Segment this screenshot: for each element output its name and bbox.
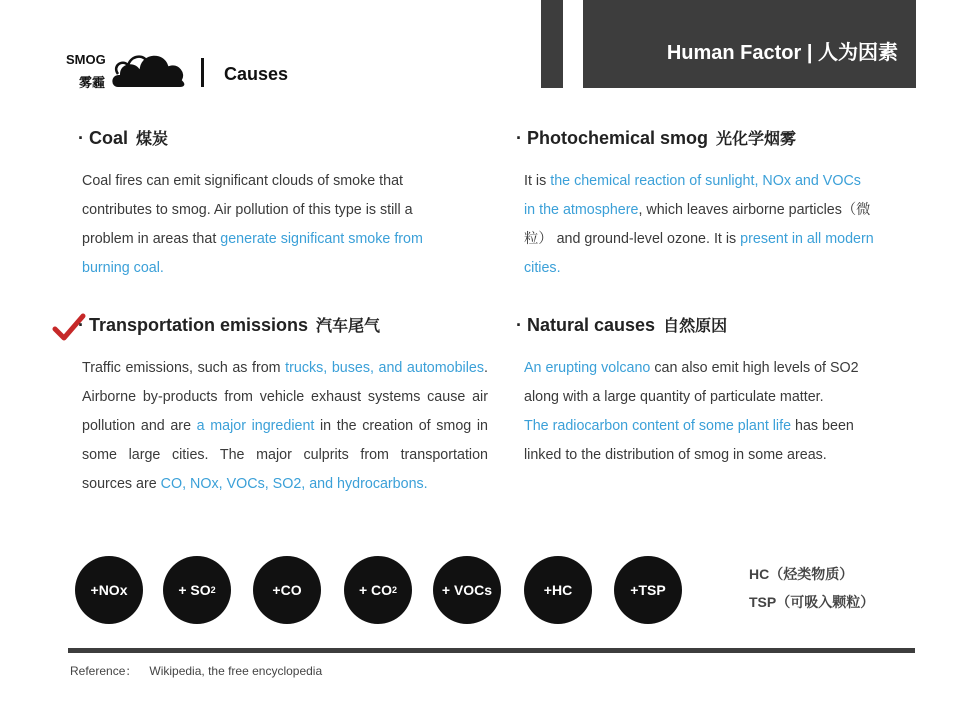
title-divider — [201, 58, 204, 87]
page-title: Human Factor | 人为因素 — [666, 42, 898, 64]
natural-section — [516, 313, 876, 470]
abbreviation-notes — [749, 560, 874, 616]
logo-text-cn: 雾霾 — [79, 75, 106, 90]
pollutant-tsp: +TSP — [614, 556, 682, 624]
transportation-text-highlight: a major ingredient — [196, 418, 315, 434]
transportation-text — [78, 354, 488, 499]
transportation-text-highlight: CO, NOx, VOCs, SO2, and hydrocarbons. — [160, 476, 428, 492]
natural-text-highlight: An erupting volcano — [524, 360, 651, 376]
coal-text-part: Coal fires can emit significant clouds of smoke that contributes to smog. Air pollution of this type is still a problem in areas that — [82, 173, 413, 247]
natural-text-1 — [516, 354, 876, 412]
reference-source: Wikipedia, the free encyclopedia — [149, 664, 323, 678]
pollutant-co2 — [344, 556, 412, 624]
transportation-text-highlight: trucks, buses, and automobiles — [285, 360, 485, 376]
pollutant-nox: +NOx — [75, 556, 143, 624]
coal-heading — [78, 126, 458, 149]
logo-text-en: SMOG — [66, 52, 106, 67]
photochemical-heading-cn: 光化学烟雾 — [716, 131, 797, 148]
photochemical-text-highlight: present in all modern cities. — [524, 231, 874, 276]
natural-text-2 — [516, 412, 876, 470]
transportation-text-part: in the creation of smog in some large cities. The major culprits from transportation sources are — [82, 418, 488, 492]
footer-divider — [68, 648, 915, 653]
photochemical-text-highlight: the chemical reaction of sunlight, NOx and VOCs in the atmosphere — [524, 173, 861, 218]
pollutant-so2 — [163, 556, 231, 624]
pollutant-so2-base: + SO — [178, 582, 211, 598]
natural-heading-en: · Natural causes — [516, 315, 656, 335]
photochemical-heading — [516, 126, 876, 149]
transportation-heading-cn: 汽车尾气 — [316, 318, 381, 335]
transportation-text-part: . Airborne by-products from vehicle exhaust systems cause air pollution and are — [82, 360, 488, 434]
pollutant-co2-sub: 2 — [392, 585, 398, 595]
note-hc: HC（烃类物质） — [749, 566, 854, 582]
transportation-text-part: Traffic emissions, such as from — [82, 360, 286, 376]
cloud-icon — [108, 46, 188, 90]
photochemical-section — [516, 126, 876, 283]
pollutant-hc: +HC — [524, 556, 592, 624]
coal-section — [78, 126, 458, 283]
header-accent-bar-left — [541, 0, 563, 88]
pollutant-co2-base: + CO — [358, 582, 393, 598]
pollutant-so2-sub: 2 — [210, 585, 216, 595]
natural-heading-cn: 自然原因 — [663, 318, 728, 335]
transportation-heading — [78, 313, 488, 336]
reference-label: Reference： — [70, 664, 138, 678]
pollutant-co: +CO — [253, 556, 321, 624]
coal-text-highlight: generate significant smoke from burning coal. — [82, 231, 423, 276]
coal-heading-en: · Coal — [78, 128, 129, 148]
photochemical-text-part: , which leaves airborne particles（微粒） and ground-level ozone. It is — [524, 202, 871, 247]
natural-text-highlight: The radiocarbon content of some plant life — [524, 418, 792, 434]
photochemical-text — [516, 167, 876, 283]
section-title: Causes — [224, 64, 289, 84]
note-tsp: TSP（可吸入颗粒） — [749, 594, 875, 610]
coal-heading-cn: 煤炭 — [136, 131, 169, 148]
coal-text — [78, 167, 458, 283]
pollutant-vocs: + VOCs — [433, 556, 501, 624]
transportation-heading-en: · Transportation emissions — [78, 315, 309, 335]
reference — [70, 662, 322, 679]
photochemical-heading-en: · Photochemical smog — [516, 128, 709, 148]
natural-heading — [516, 313, 876, 336]
transportation-section — [78, 313, 488, 499]
photochemical-text-part: It is — [524, 173, 551, 189]
natural-text-part: has been linked to the distribution of smog in some areas. — [524, 418, 854, 463]
natural-text-part: can also emit high levels of SO2 along with a large quantity of particulate matter. — [524, 360, 859, 405]
